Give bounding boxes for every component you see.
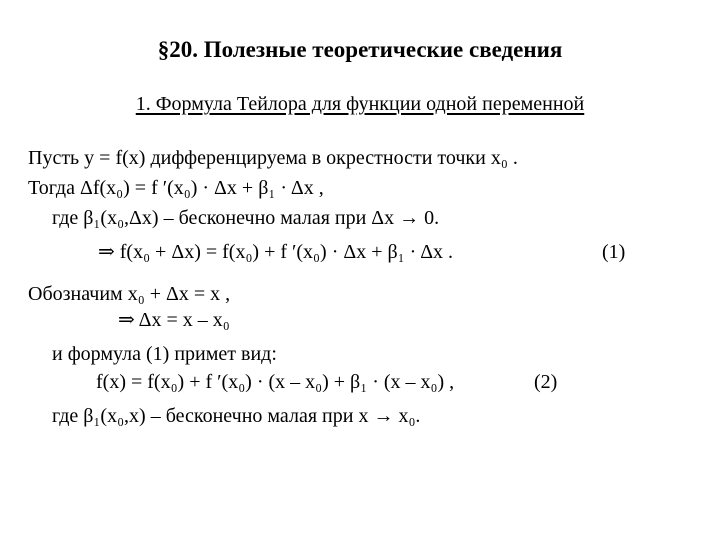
page-title: §20. Полезные теоретические сведения (157, 37, 563, 62)
text-line-delta-x: ⇒ Δx = x – x₀ (118, 309, 230, 331)
section-subtitle: 1. Формула Тейлора для функции одной переменной (135, 93, 585, 115)
text-line-premise: Пусть y = f(x) дифференцируема в окрестности точки x₀ . (28, 147, 518, 169)
text-line-notation: Обозначим x₀ + Δx = x , (28, 283, 231, 305)
text-line-infinitesimal: где β₁(x₀,Δx) – бесконечно малая при Δx → 0. (52, 207, 440, 229)
equation-number-1: (1) (602, 241, 626, 263)
formula-1: ⇒ f(x₀ + Δx) = f(x₀) + f ′(x₀) · Δx + β₁ · Δx . (98, 241, 454, 263)
equation-number-2: (2) (534, 371, 558, 393)
text-line-formula-intro: и формула (1) примет вид: (52, 343, 277, 365)
text-line-increment: Тогда Δf(x₀) = f ′(x₀) · Δx + β₁ · Δx , (28, 177, 324, 199)
formula-2: f(x) = f(x₀) + f ′(x₀) · (x – x₀) + β₁ · (x – x₀) , (96, 371, 455, 393)
text-line-infinitesimal-2: где β₁(x₀,x) – бесконечно малая при x → x₀. (52, 405, 421, 427)
